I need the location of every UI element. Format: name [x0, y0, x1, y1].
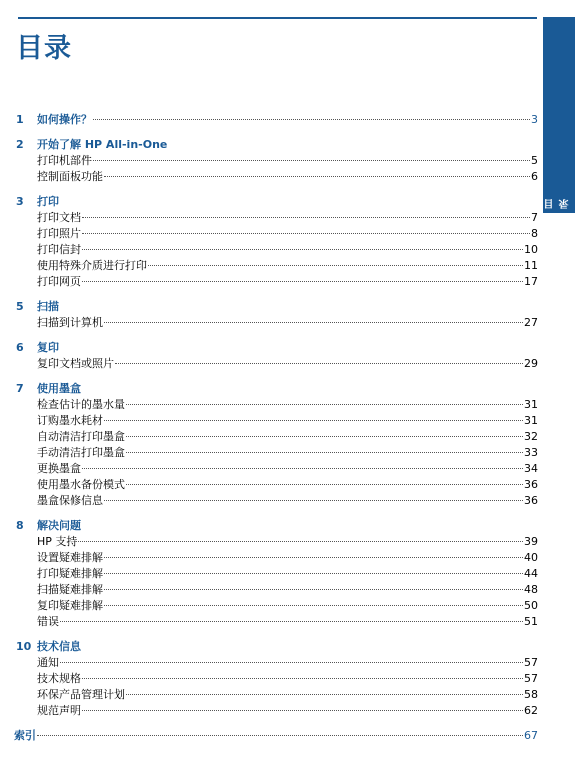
dot-leader [82, 281, 523, 282]
toc-chapter-heading[interactable] [16, 340, 538, 356]
toc-entry[interactable] [16, 210, 538, 226]
page-number: 31 [524, 414, 538, 427]
entry-title: 检查估计的墨水量 [37, 398, 125, 411]
entry-title: 复印疑难排解 [37, 599, 103, 612]
entry-title: 打印机部件 [37, 154, 92, 167]
entry-title: 自动清洁打印墨盒 [37, 430, 125, 443]
toc-section [16, 299, 538, 331]
page-number: 36 [524, 478, 538, 491]
dot-leader [82, 468, 523, 469]
page-number: 67 [524, 729, 538, 742]
title-rule [18, 17, 537, 19]
dot-leader [93, 160, 530, 161]
toc-entry[interactable] [16, 397, 538, 413]
page-number: 50 [524, 599, 538, 612]
entry-title: 环保产品管理计划 [37, 688, 125, 701]
entry-title: HP 支持 [37, 535, 78, 548]
toc-entry[interactable] [16, 687, 538, 703]
entry-title: 打印文档 [37, 211, 81, 224]
toc-chapter-heading[interactable] [16, 381, 538, 397]
toc-entry[interactable] [16, 445, 538, 461]
page-number: 6 [531, 170, 538, 183]
page-number: 27 [524, 316, 538, 329]
entry-title: 打印照片 [37, 227, 81, 240]
entry-title: 订购墨水耗材 [37, 414, 103, 427]
chapter-title: 技术信息 [37, 640, 81, 653]
dot-leader [148, 265, 523, 266]
toc-section [16, 194, 538, 290]
toc-entry[interactable] [16, 226, 538, 242]
page-number: 33 [524, 446, 538, 459]
toc-chapter-heading[interactable] [16, 112, 538, 128]
page-number: 3 [531, 113, 538, 126]
chapter-number: 1 [16, 113, 24, 126]
chapter-title: 扫描 [37, 300, 59, 313]
dot-leader [104, 557, 523, 558]
entry-title: 复印文档或照片 [37, 357, 114, 370]
dot-leader [104, 500, 523, 501]
dot-leader [104, 420, 523, 421]
table-of-contents [16, 112, 538, 744]
entry-title: 打印疑难排解 [37, 567, 103, 580]
toc-entry[interactable] [16, 429, 538, 445]
dot-leader [93, 119, 530, 120]
chapter-number: 3 [16, 195, 24, 208]
page-number: 36 [524, 494, 538, 507]
entry-title: 技术规格 [37, 672, 81, 685]
toc-entry[interactable] [16, 315, 538, 331]
chapter-title: 开始了解 HP All-in-One [37, 138, 168, 151]
page-number: 8 [531, 227, 538, 240]
entry-title: 设置疑难排解 [37, 551, 103, 564]
toc-section [16, 518, 538, 630]
dot-leader [37, 735, 523, 736]
toc-entry[interactable] [16, 242, 538, 258]
dot-leader [104, 573, 523, 574]
chapter-number: 8 [16, 519, 24, 532]
dot-leader [126, 436, 523, 437]
page-title: 目录 [16, 33, 72, 64]
entry-title: 打印信封 [37, 243, 81, 256]
toc-entry[interactable] [16, 550, 538, 566]
page-number: 32 [524, 430, 538, 443]
entry-title: 扫描疑难排解 [37, 583, 103, 596]
toc-entry[interactable] [16, 461, 538, 477]
toc-section [16, 381, 538, 509]
dot-leader [104, 322, 523, 323]
toc-section [16, 112, 538, 128]
entry-title: 手动清洁打印墨盒 [37, 446, 125, 459]
dot-leader [104, 176, 530, 177]
page-number: 10 [524, 243, 538, 256]
toc-entry[interactable] [16, 153, 538, 169]
toc-chapter-heading[interactable] [16, 639, 538, 655]
page-number: 31 [524, 398, 538, 411]
page-number: 48 [524, 583, 538, 596]
page-number: 58 [524, 688, 538, 701]
toc-index-entry[interactable] [14, 728, 538, 744]
entry-title: 更换墨盒 [37, 462, 81, 475]
chapter-title: 使用墨盒 [37, 382, 81, 395]
entry-title: 使用墨水备份模式 [37, 478, 125, 491]
dot-leader [60, 621, 523, 622]
entry-title: 使用特殊介质进行打印 [37, 259, 147, 272]
dot-leader [82, 678, 523, 679]
page-number: 57 [524, 656, 538, 669]
dot-leader [126, 484, 523, 485]
chapter-number: 2 [16, 138, 24, 151]
toc-entry[interactable] [16, 655, 538, 671]
page-number: 11 [524, 259, 538, 272]
page-number: 5 [531, 154, 538, 167]
dot-leader [126, 404, 523, 405]
toc-entry[interactable] [16, 274, 538, 290]
dot-leader [82, 710, 523, 711]
dot-leader [82, 233, 530, 234]
page-number: 7 [531, 211, 538, 224]
page-number: 44 [524, 567, 538, 580]
toc-entry[interactable] [16, 566, 538, 582]
page-number: 34 [524, 462, 538, 475]
toc-chapter-heading[interactable] [16, 299, 538, 315]
toc-section [16, 639, 538, 719]
dot-leader [60, 662, 523, 663]
page-number: 40 [524, 551, 538, 564]
chapter-number: 7 [16, 382, 24, 395]
index-label: 索引 [14, 729, 36, 742]
toc-entry[interactable] [16, 477, 538, 493]
toc-chapter-heading[interactable] [16, 518, 538, 534]
toc-entry[interactable] [16, 356, 538, 372]
toc-entry[interactable] [16, 258, 538, 274]
entry-title: 通知 [37, 656, 59, 669]
entry-title: 墨盒保修信息 [37, 494, 103, 507]
page-number: 29 [524, 357, 538, 370]
page-number: 39 [524, 535, 538, 548]
toc-entry[interactable] [16, 671, 538, 687]
chapter-title: 如何操作？ [37, 113, 92, 126]
toc-entry[interactable] [16, 614, 538, 630]
toc-entry[interactable] [16, 493, 538, 509]
toc-section [16, 137, 538, 185]
chapter-number: 5 [16, 300, 24, 313]
entry-title: 控制面板功能 [37, 170, 103, 183]
dot-leader [82, 217, 530, 218]
side-tab-label: 目录 [545, 199, 571, 209]
chapter-title: 复印 [37, 341, 59, 354]
toc-chapter-heading[interactable] [16, 137, 538, 153]
entry-title: 规范声明 [37, 704, 81, 717]
dot-leader [104, 589, 523, 590]
dot-leader [115, 363, 523, 364]
page-number: 17 [524, 275, 538, 288]
dot-leader [104, 605, 523, 606]
dot-leader [82, 249, 523, 250]
toc-section [16, 340, 538, 372]
page-number: 57 [524, 672, 538, 685]
dot-leader [126, 452, 523, 453]
chapter-number: 6 [16, 341, 24, 354]
toc-chapter-heading[interactable] [16, 194, 538, 210]
page-number: 62 [524, 704, 538, 717]
side-tab [543, 17, 575, 213]
toc-entry[interactable] [16, 169, 538, 185]
toc-entry[interactable] [16, 534, 538, 550]
toc-entry[interactable] [16, 582, 538, 598]
dot-leader [126, 694, 523, 695]
toc-entry[interactable] [16, 703, 538, 719]
page-number: 51 [524, 615, 538, 628]
chapter-title: 打印 [37, 195, 59, 208]
dot-leader [78, 541, 523, 542]
toc-entry[interactable] [16, 413, 538, 429]
chapter-title: 解决问题 [37, 519, 81, 532]
toc-entry[interactable] [16, 598, 538, 614]
entry-title: 错误 [37, 615, 59, 628]
entry-title: 打印网页 [37, 275, 81, 288]
entry-title: 扫描到计算机 [37, 316, 103, 329]
chapter-number: 10 [16, 640, 32, 653]
